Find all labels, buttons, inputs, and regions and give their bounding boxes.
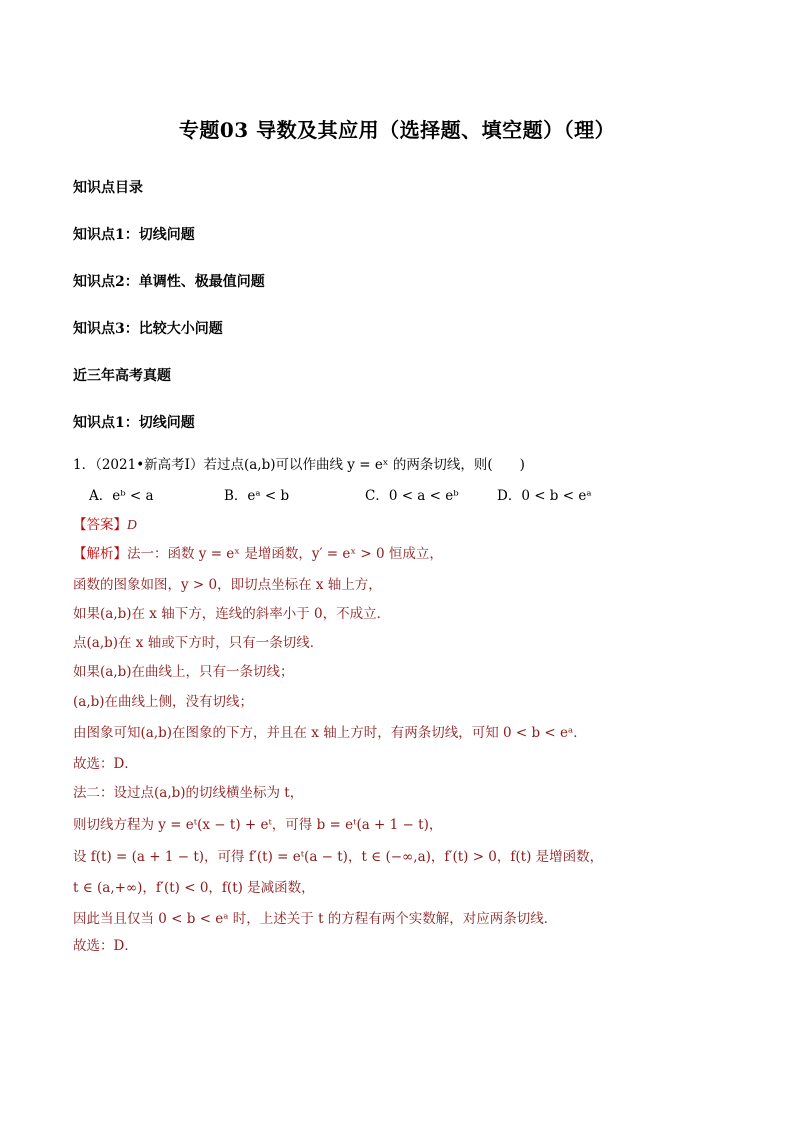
analysis-line-10: 则切线方程为 y = eᵗ(x − t) + eᵗ，可得 b = eᵗ(a + 1 − t)， <box>73 817 443 833</box>
answer-tag: 【答案】 <box>73 517 127 533</box>
option-c: C．0 < a < eᵇ <box>365 488 459 504</box>
answer-value: D <box>127 517 137 532</box>
analysis-line-5: 如果(a,b)在曲线上，只有一条切线； <box>73 664 294 680</box>
section-heading: 知识点1：切线问题 <box>73 415 195 431</box>
analysis-line-2: 函数的图象如图，y > 0，即切点坐标在 x 轴上方， <box>73 577 382 593</box>
analysis-line-11: 设 f(t) = (a + 1 − t)，可得 f′(t) = eᵗ(a − t)，t ∈ (−∞,a)，f′(t) > 0，f(t) 是增函数， <box>73 849 604 865</box>
toc-item-1: 知识点1：切线问题 <box>73 227 195 243</box>
answer-line <box>73 513 137 533</box>
analysis-line-14: 故选：D． <box>73 938 138 954</box>
option-a: A．eᵇ < a <box>89 488 154 504</box>
toc-item-3: 知识点3：比较大小问题 <box>73 321 223 337</box>
analysis-line-1 <box>73 542 443 562</box>
analysis-line-4: 点(a,b)在 x 轴或下方时，只有一条切线． <box>73 635 324 651</box>
analysis-line-7: 由图象可知(a,b)在图象的下方，并且在 x 轴上方时，有两条切线，可知 0 < b < eᵃ． <box>73 725 587 741</box>
question-stem: 1．（2021•新高考Ⅰ）若过点(a,b)可以作曲线 y = eˣ 的两条切线，则( ) <box>73 457 525 473</box>
toc-item-4: 近三年高考真题 <box>73 368 171 384</box>
analysis-line-8: 故选：D． <box>73 756 138 772</box>
toc-heading: 知识点目录 <box>73 180 143 196</box>
analysis-line-13: 因此当且仅当 0 < b < eᵃ 时，上述关于 t 的方程有两个实数解，对应两条切线． <box>73 911 558 927</box>
analysis-tag: 【解析】 <box>73 546 127 562</box>
analysis-text-1: 法一：函数 y = eˣ 是增函数，y′ = eˣ > 0 恒成立， <box>127 546 443 562</box>
toc-item-2: 知识点2：单调性、极最值问题 <box>73 274 265 290</box>
page-title: 专题03 导数及其应用（选择题、填空题）（理） <box>178 118 616 142</box>
analysis-line-9: 法二：设过点(a,b)的切线横坐标为 t， <box>73 785 304 801</box>
analysis-line-12: t ∈ (a,+∞)，f′(t) < 0，f(t) 是减函数， <box>73 880 315 896</box>
option-d: D．0 < b < eᵃ <box>497 488 592 504</box>
option-b: B．eᵃ < b <box>224 488 290 504</box>
analysis-line-6: (a,b)在曲线上侧，没有切线； <box>73 694 254 710</box>
analysis-line-3: 如果(a,b)在 x 轴下方，连线的斜率小于 0，不成立． <box>73 606 391 622</box>
